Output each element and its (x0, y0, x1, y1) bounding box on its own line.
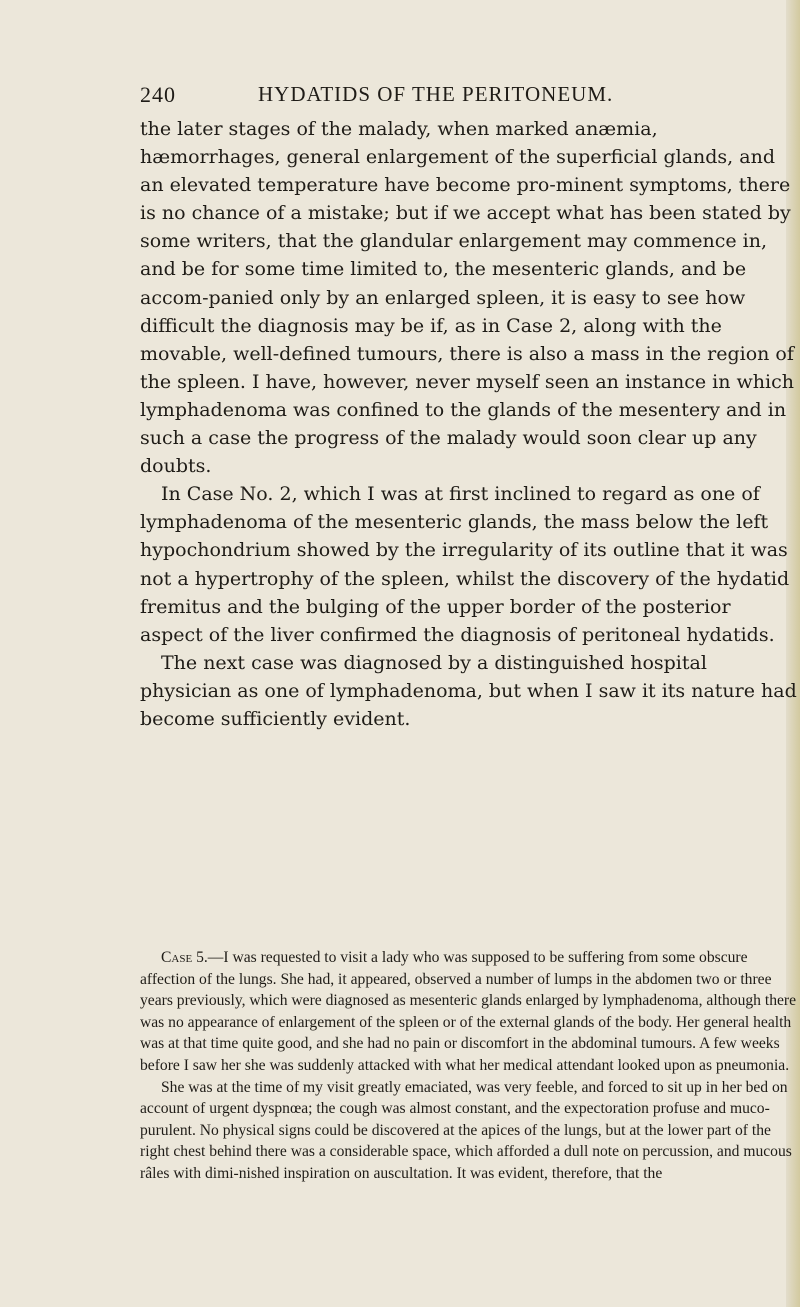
running-head: HYDATIDS OF THE PERITONEUM. (258, 82, 614, 106)
case-label: Case 5. (161, 949, 208, 966)
paragraph-continuation: the later stages of the malady, when marked anæmia, hæmorrhages, general enlargement of the superficial glands, and an elevated temperature have become pro-minent symptoms, there is no chance of a mistake; but if we accept what has been stated by some writers, that the glandular enlargement may commence in, and be for some time limited to, the mesenteric glands, and be accom-panied only by an enlarged spleen, it is easy to see how difficult the diagnosis may be if, as in Case 2, along with the movable, well-defined tumours, there is also a mass in the region of the spleen. I have, however, never myself seen an instance in which lymphadenoma was confined to the glands of the mesentery and in such a case the progress of the malady would soon clear up any doubts. (140, 118, 794, 478)
page-number: 240 (140, 82, 176, 107)
paragraph-case-2: In Case No. 2, which I was at first inclined to regard as one of lymphadenoma of the mesenteric glands, the mass below the left hypochondrium showed by the irregularity of its outline that it was not a hypertrophy of the spleen, whilst the discovery of the hydatid fremitus and the bulging of the upper border of the posterior aspect of the liver confirmed the diagnosis of peritoneal hydatids. (140, 483, 790, 646)
case-5-visit-paragraph: She was at the time of my visit greatly emaciated, was very feeble, and forced to sit up in her bed on account of urgent dyspnœa; the cough was almost constant, and the expectoration profuse and muco-purulent. No physical signs could be discovered at the apices of the lungs, but at the lower part of the right chest behind there was a considerable space, which afforded a dull note on percussion, and mucous râles with dimi-nished inspiration on auscultation. It was evident, therefore, that the (140, 1078, 792, 1182)
page-header (140, 82, 740, 112)
case-report (140, 947, 798, 1185)
case-5-text: —I was requested to visit a lady who was supposed to be suffering from some obscure affection of the lungs. She had, it appeared, observed a number of lumps in the abdomen two or three years previously, which were diagnosed as mesenteric glands enlarged by lymphadenoma, although there was no appearance of enlargement of the spleen or of the external glands of the body. Her general health was at that time quite good, and she had no pain or discomfort in the abdominal tumours. A few weeks before I saw her she was suddenly attacked with what her medical attendant looked upon as pneumonia. (140, 949, 797, 1074)
paragraph-next-case: The next case was diagnosed by a distinguished hospital physician as one of lymphadenoma, but when I saw it its nature had become sufficiently evident. (140, 651, 797, 730)
case-5-paragraph (140, 947, 798, 1077)
main-text (140, 115, 798, 733)
